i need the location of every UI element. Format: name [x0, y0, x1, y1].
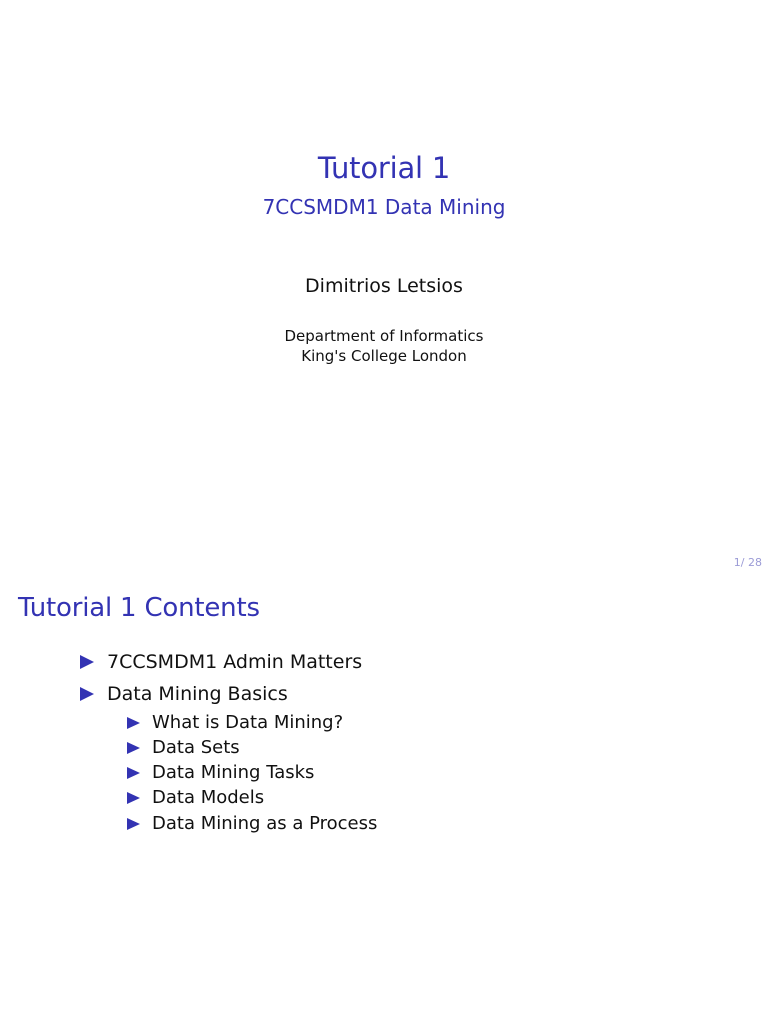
list-item-data-mining-basics	[80, 680, 288, 708]
institute-department: Department of Informatics	[284, 327, 484, 345]
page-number: 1/ 28	[733, 556, 762, 569]
list-subitem-data-mining-tasks	[127, 761, 314, 785]
bullet-triangle-icon	[127, 717, 140, 729]
list-item-admin-matters	[80, 648, 362, 676]
bullet-triangle-icon	[127, 792, 140, 804]
list-subitem-what-is-data-mining	[127, 711, 343, 735]
list-subitem-data-models	[127, 786, 264, 810]
presentation-subtitle: 7CCSMDM1 Data Mining	[262, 195, 506, 219]
list-subitem-data-mining-process	[127, 812, 377, 836]
list-item-label: 7CCSMDM1 Admin Matters	[107, 651, 363, 673]
bullet-triangle-icon	[80, 687, 94, 701]
bullet-triangle-icon	[127, 742, 140, 754]
list-subitem-data-sets	[127, 736, 240, 760]
contents-slide	[0, 576, 768, 1024]
list-item-label: Data Sets	[152, 737, 240, 758]
list-item-label: Data Models	[152, 787, 265, 808]
list-item-label: Data Mining as a Process	[152, 813, 378, 834]
bullet-triangle-icon	[80, 655, 94, 669]
bullet-triangle-icon	[127, 818, 140, 830]
presentation-title: Tutorial 1	[317, 151, 451, 185]
frame-title: Tutorial 1 Contents	[18, 593, 260, 623]
list-item-label: Data Mining Tasks	[152, 762, 315, 783]
list-item-label: What is Data Mining?	[152, 712, 344, 733]
author-name: Dimitrios Letsios	[305, 275, 463, 297]
bullet-triangle-icon	[127, 767, 140, 779]
institute-college: King's College London	[301, 347, 467, 365]
list-item-label: Data Mining Basics	[107, 683, 288, 705]
